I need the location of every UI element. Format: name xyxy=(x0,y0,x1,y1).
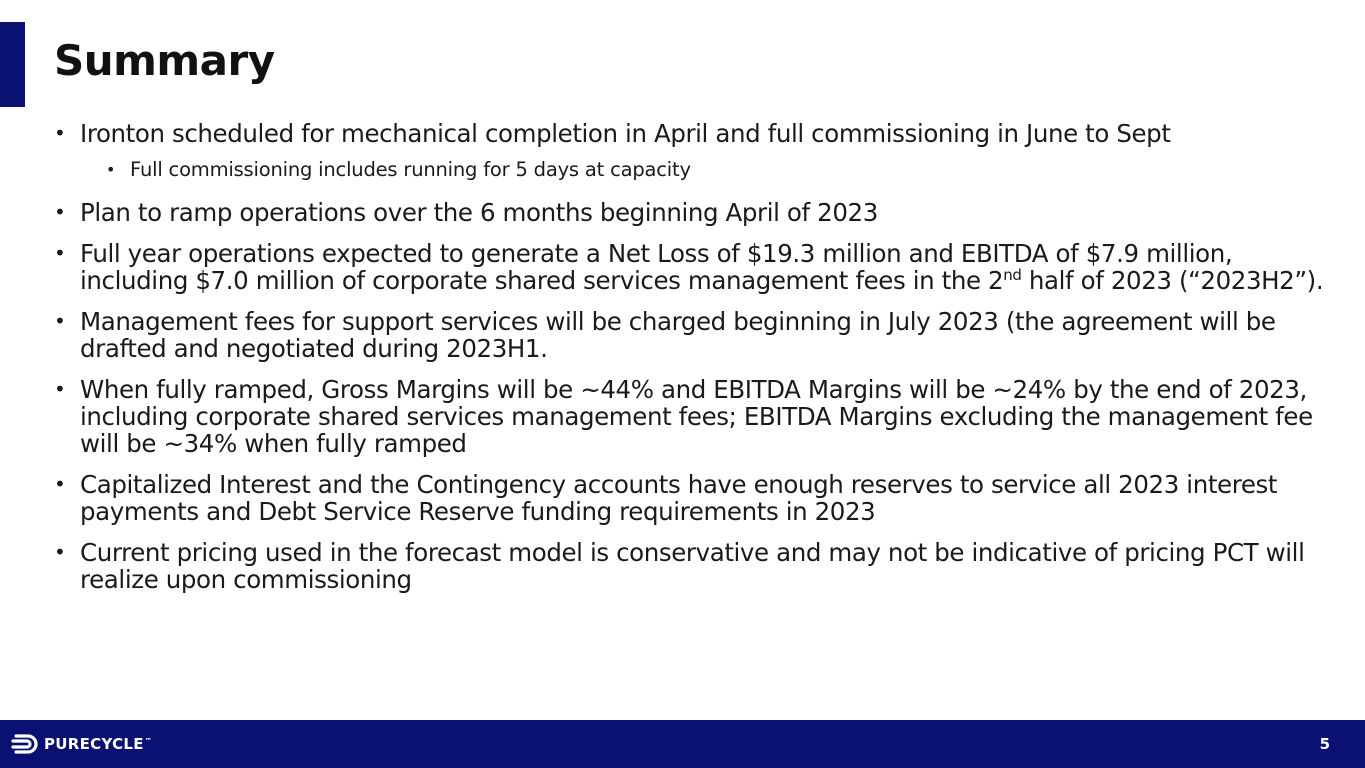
bullet-item xyxy=(54,120,1324,147)
bullet-text: Management fees for support services will be charged beginning in July 2023 (the agreement will be drafted and negotiated during 2023H1. xyxy=(80,307,1276,363)
logo-wordmark xyxy=(44,735,152,753)
bullet-item xyxy=(54,376,1324,457)
sub-bullet-text: Full commissioning includes running for 5 days at capacity xyxy=(130,158,691,181)
bullet-item xyxy=(54,240,1324,294)
sub-bullet-item xyxy=(106,158,1324,182)
trademark-symbol: ™ xyxy=(144,737,153,745)
title-accent-bar xyxy=(0,22,25,107)
bullet-text-part: Full year operations expected to generate a Net Loss of $19.3 million and EBITDA of $7.9 million, including $7.0 million of corporate shared services management fees in the 2 xyxy=(80,239,1233,295)
bullet-text: Current pricing used in the forecast model is conservative and may not be indicative of pricing PCT will realize upon commissioning xyxy=(80,538,1305,594)
bullet-item xyxy=(54,471,1324,525)
logo-word-cycle: CYCLE xyxy=(90,735,144,753)
bullet-text: Ironton scheduled for mechanical completion in April and full commissioning in June to Sept xyxy=(80,119,1171,148)
purecycle-logo-icon xyxy=(10,732,38,756)
bullet-text: Capitalized Interest and the Contingency accounts have enough reserves to service all 2023 interest payments and Debt Service Reserve funding requirements in 2023 xyxy=(80,470,1278,526)
bullet-list xyxy=(54,120,1324,607)
logo-word-pure: PURE xyxy=(44,735,91,753)
ordinal-superscript: nd xyxy=(1003,265,1022,284)
bullet-text: Plan to ramp operations over the 6 months beginning April of 2023 xyxy=(80,198,878,227)
footer-bar xyxy=(0,720,1365,768)
slide-title: Summary xyxy=(54,36,275,85)
bullet-item xyxy=(54,308,1324,362)
bullet-text-part: half of 2023 (“2023H2”). xyxy=(1021,266,1324,295)
page-number: 5 xyxy=(1319,735,1330,753)
purecycle-logo xyxy=(10,732,152,756)
bullet-item xyxy=(54,199,1324,226)
bullet-item xyxy=(54,539,1324,593)
bullet-text: When fully ramped, Gross Margins will be ~44% and EBITDA Margins will be ~24% by the end of 2023, including corporate shared services management fees; EBITDA Margins excluding the management fee will be ~34% when fully ramped xyxy=(80,375,1313,458)
